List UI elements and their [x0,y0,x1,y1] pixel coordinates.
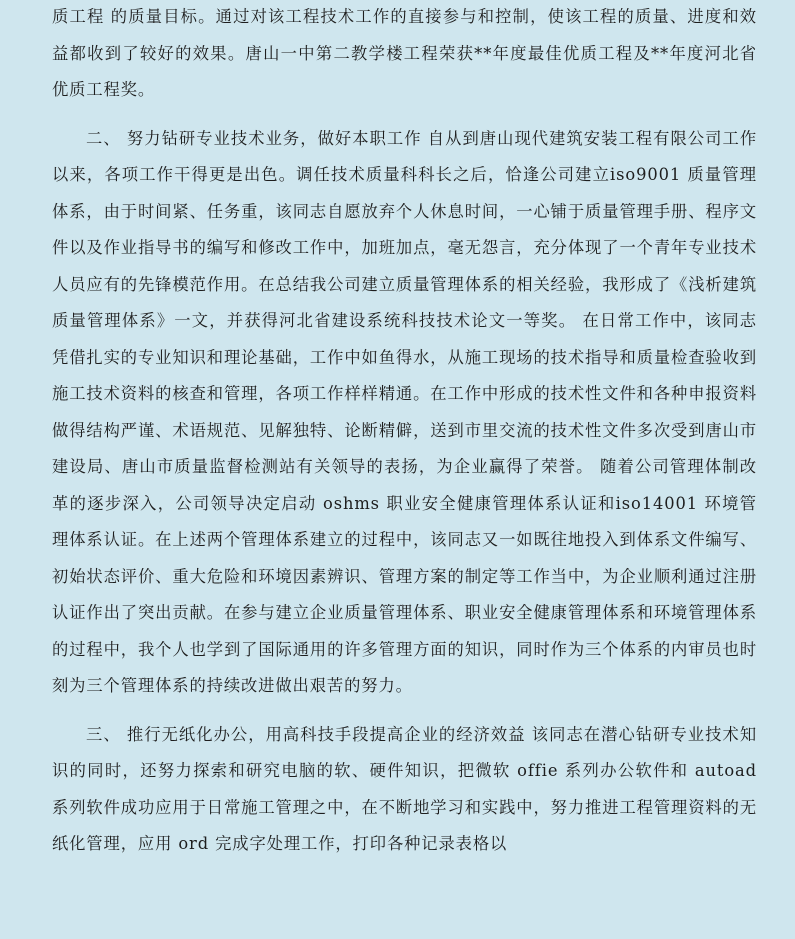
paragraph-section-three: 三、 推行无纸化办公，用高科技手段提高企业的经济效益 该同志在潜心钻研专业技术知识的同时，还努力探索和研究电脑的软、硬件知识，把微软 offie 系列办公软件和 autoad 系列软件成功应用于日常施工管理之中，在不断地学习和实践中，努力推进工程管理资料的无纸化管理，应用 ord 完成字处理工作，打印各种记录表格以 [52,724,757,853]
paragraph-quality-awards: 质工程 的质量目标。通过对该工程技术工作的直接参与和控制，使该工程的质量、进度和效益都收到了较好的效果。唐山一中第二教学楼工程荣获**年度最佳优质工程及**年度河北省优质工程奖。 [52,7,757,99]
paragraph-section-two: 二、 努力钻研专业技术业务，做好本职工作 自从到唐山现代建筑安装工程有限公司工作以来，各项工作干得更是出色。调任技术质量科科长之后，恰逢公司建立iso9001 质量管理体系，由于时间紧、任务重，该同志自愿放弃个人休息时间，一心铺于质量管理手册、程序文件以及作业指导书的编写和修改工作中，加班加点，毫无怨言，充分体现了一个青年专业技术人员应有的先锋模范作用。在总结我公司建立质量管理体系的相关经验，我形成了《浅析建筑质量管理体系》一文，并获得河北省建设系统科技技术论文一等奖。 在日常工作中，该同志凭借扎实的专业知识和理论基础，工作中如鱼得水，从施工现场的技术指导和质量检查验收到施工技术资料的核查和管理，各项工作样样精通。在工作中形成的技术性文件和各种申报资料做得结构严谨、术语规范、见解独特、论断精僻，送到市里交流的技术性文件多次受到唐山市建设局、唐山市质量监督检测站有关领导的表扬，为企业赢得了荣誉。 随着公司管理体制改革的逐步深入，公司领导决定启动 oshms 职业安全健康管理体系认证和iso14001 环境管理体系认证。在上述两个管理体系建立的过程中，该同志又一如既往地投入到体系文件编写、初始状态评价、重大危险和环境因素辨识、管理方案的制定等工作当中，为企业顺利通过注册认证作出了突出贡献。在参与建立企业质量管理体系、职业安全健康管理体系和环境管理体系的过程中，我个人也学到了国际通用的许多管理方面的知识，同时作为三个体系的内审员也时刻为三个管理体系的持续改进做出艰苦的努力。 [52,128,757,695]
